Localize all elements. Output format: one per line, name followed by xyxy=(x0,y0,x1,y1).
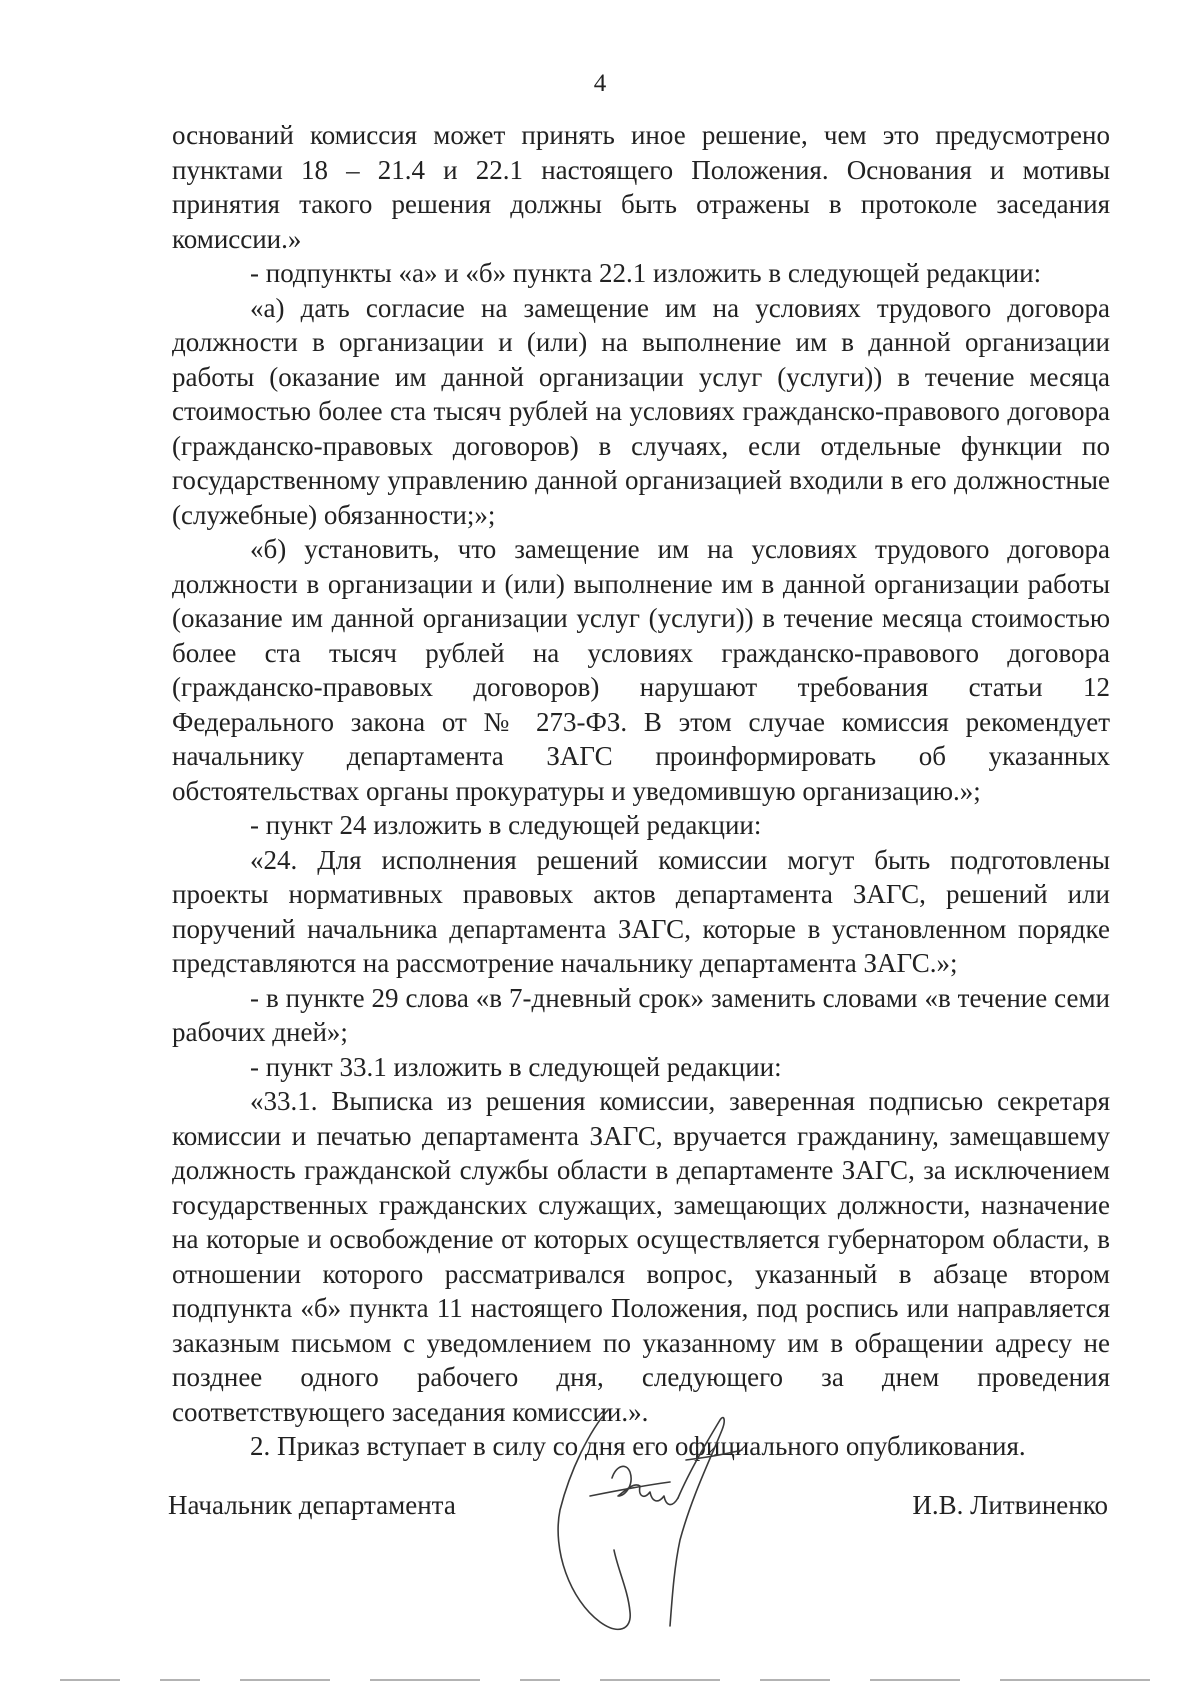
paragraph-subitem-a: «а) дать согласие на замещение им на условиях трудового договора должности в организации и (или) на выполнение им в данной организации работы (оказание им данной организации услуг (услуги)) в течение месяца стоимостью более ста тысяч рублей на условиях гражданско-правового договора (гражданско-правовых договоров) в случаях, если отдельные функции по государственному управлению данной организацией входили в его должностные (служебные) обязанности;»; xyxy=(172,292,1110,530)
signatory-position: Начальник департамента xyxy=(168,1490,456,1520)
paragraph-effective-date: 2. Приказ вступает в силу со дня его официального опубликования. xyxy=(250,1431,1026,1461)
paragraph-amendment-24: - пункт 24 изложить в следующей редакции: xyxy=(250,810,762,840)
document-body xyxy=(172,118,1110,1464)
signatory-name: И.В. Литвиненко xyxy=(912,1490,1108,1520)
paragraph-item-24: «24. Для исполнения решений комиссии могут быть подготовлены проекты нормативных правовых актов департамента ЗАГС, решений или поручений начальника департамента ЗАГС, которые в установленном порядке представляются на рассмотрение начальнику департамента ЗАГС.»; xyxy=(172,844,1110,978)
paragraph-amendment-29: - в пункте 29 слова «в 7-дневный срок» заменить словами «в течение семи рабочих дней»; xyxy=(172,982,1110,1047)
scan-edge-artifact xyxy=(0,1676,1200,1684)
page-number: 4 xyxy=(593,70,607,97)
paragraph-item-33-1: «33.1. Выписка из решения комиссии, заверенная подписью секретаря комиссии и печатью департамента ЗАГС, вручается гражданину, замещавшему должность гражданской службы области в департаменте ЗАГС, за исключением государственных гражданских служащих, замещающих должности, назначение на которые и освобождение от которых осуществляется губернатором области, в отношении которого рассматривался вопрос, указанный в абзаце втором подпункта «б» пункта 11 настоящего Положения, под роспись или направляется заказным письмом с уведомлением по указанному им в обращении адресу не позднее одного рабочего дня, следующего за днем проведения соответствующего заседания комиссии.». xyxy=(172,1086,1110,1427)
paragraph-amendment-33-1: - пункт 33.1 изложить в следующей редакции: xyxy=(250,1051,782,1082)
signature-block xyxy=(168,1490,1108,1540)
paragraph-subitem-b: «б) установить, что замещение им на условиях трудового договора должности в организации и (или) выполнение им в данной организации работы (оказание им данной организации услуг (услуги)) в течение месяца стоимостью более ста тысяч рублей на условиях гражданско-правового договора (гражданско-правовых договоров) нарушают требования статьи 12 Федерального закона от № 273-ФЗ. В этом случае комиссия рекомендует начальнику департамента ЗАГС проинформировать об указанных обстоятельствах органы прокуратуры и уведомившую организацию.»; xyxy=(172,534,1110,806)
paragraph-continuation: оснований комиссия может принять иное решение, чем это предусмотрено пунктами 18 – 21.4 и 22.1 настоящего Положения. Основания и мотивы принятия такого решения должны быть отражены в протоколе заседания комиссии.» xyxy=(172,120,1110,254)
paragraph-amendment-22-1: - подпункты «а» и «б» пункта 22.1 изложить в следующей редакции: xyxy=(250,258,1042,288)
